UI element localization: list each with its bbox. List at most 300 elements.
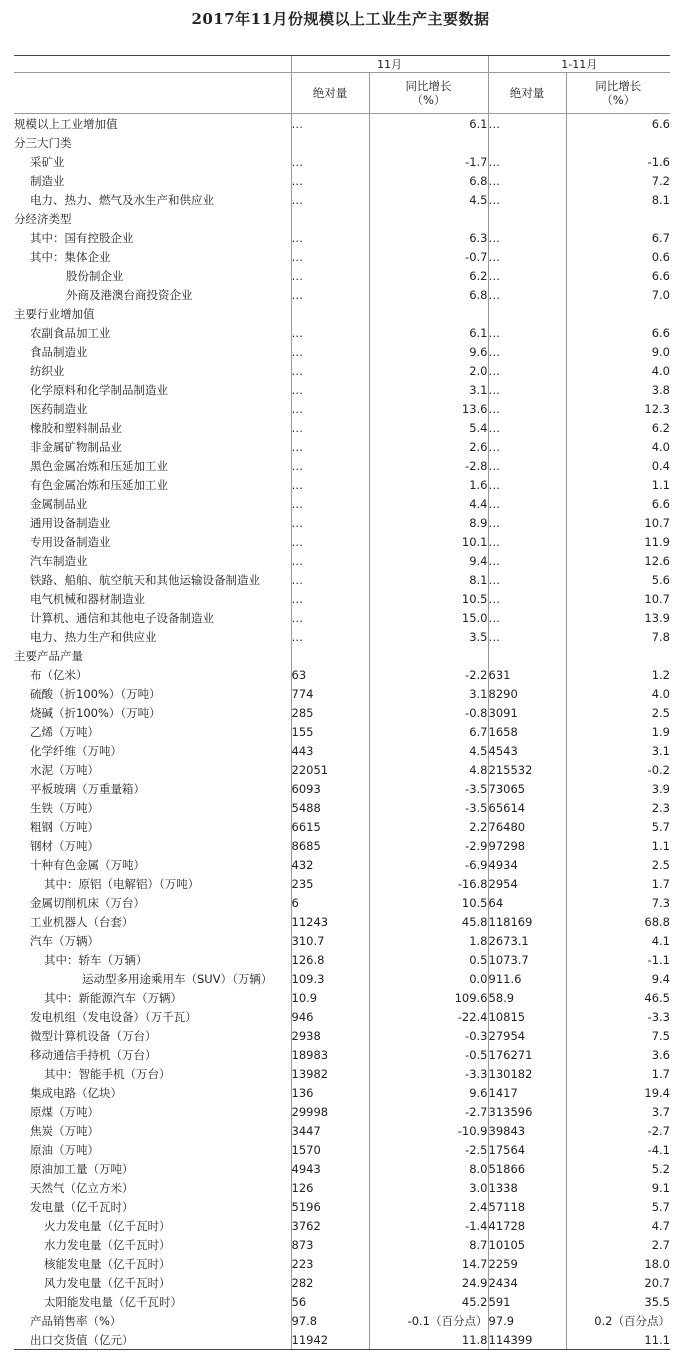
cum-yoy-cell: 0.4	[566, 456, 670, 475]
header-row-period	[14, 56, 670, 73]
cum-abs-cell: 1073.7	[488, 950, 566, 969]
cum-abs-cell: 27954	[488, 1026, 566, 1045]
month-abs-cell: …	[291, 399, 369, 418]
header-blank-2	[14, 73, 291, 114]
cum-abs-cell	[488, 209, 566, 228]
table-row	[14, 266, 670, 285]
cum-yoy-cell: 7.8	[566, 627, 670, 646]
cum-yoy-cell	[566, 304, 670, 323]
month-abs-cell: 6093	[291, 779, 369, 798]
cum-abs-cell: …	[488, 475, 566, 494]
cum-abs-cell: 4543	[488, 741, 566, 760]
month-abs-cell: 10.9	[291, 988, 369, 1007]
table-row	[14, 304, 670, 323]
month-abs-cell: …	[291, 456, 369, 475]
table-row	[14, 152, 670, 171]
cum-yoy-cell: 6.6	[566, 114, 670, 134]
row-label: 焦炭（万吨）	[30, 1123, 99, 1138]
table-row	[14, 741, 670, 760]
month-abs-cell: …	[291, 418, 369, 437]
cum-abs-cell: 97.9	[488, 1311, 566, 1330]
table-row	[14, 1083, 670, 1102]
month-abs-cell: 136	[291, 1083, 369, 1102]
month-abs-cell: …	[291, 361, 369, 380]
month-yoy-cell: 8.7	[369, 1235, 488, 1254]
table-row	[14, 646, 670, 665]
table-row	[14, 437, 670, 456]
table-row	[14, 608, 670, 627]
cum-abs-cell	[488, 646, 566, 665]
table-row	[14, 171, 670, 190]
table-row	[14, 1254, 670, 1273]
cum-abs-cell: 1338	[488, 1178, 566, 1197]
cum-yoy-cell: 6.6	[566, 323, 670, 342]
cum-yoy-cell: 3.1	[566, 741, 670, 760]
month-yoy-cell: -2.7	[369, 1102, 488, 1121]
row-label: 其中：智能手机（万台）	[44, 1066, 171, 1081]
month-abs-cell: 18983	[291, 1045, 369, 1064]
header-cum-yoy	[566, 73, 670, 114]
cum-yoy-cell: 3.9	[566, 779, 670, 798]
cum-abs-cell: 41728	[488, 1216, 566, 1235]
table-row	[14, 1235, 670, 1254]
month-yoy-cell: 6.8	[369, 171, 488, 190]
month-yoy-cell: 6.1	[369, 323, 488, 342]
month-yoy-cell: 9.4	[369, 551, 488, 570]
cum-abs-cell	[488, 133, 566, 152]
cum-abs-cell: 114399	[488, 1330, 566, 1350]
table-row	[14, 969, 670, 988]
table-row	[14, 1216, 670, 1235]
row-label: 计算机、通信和其他电子设备制造业	[30, 610, 214, 625]
cum-abs-cell: 591	[488, 1292, 566, 1311]
cum-yoy-cell: 7.3	[566, 893, 670, 912]
row-label: 化学原料和化学制品制造业	[30, 382, 168, 397]
cum-yoy-cell: 1.9	[566, 722, 670, 741]
data-table	[14, 55, 670, 1350]
month-abs-cell: 873	[291, 1235, 369, 1254]
month-yoy-cell: 14.7	[369, 1254, 488, 1273]
header-month-yoy-label: 同比增长	[405, 79, 452, 93]
row-label: 其中：国有控股企业	[30, 230, 134, 245]
month-abs-cell: 1570	[291, 1140, 369, 1159]
month-yoy-cell: 4.4	[369, 494, 488, 513]
month-abs-cell: …	[291, 494, 369, 513]
cum-yoy-cell: 1.7	[566, 874, 670, 893]
cum-abs-cell: 1658	[488, 722, 566, 741]
cum-yoy-cell	[566, 133, 670, 152]
header-month-yoy	[369, 73, 488, 114]
row-label: 其中：原铝（电解铝）（万吨）	[44, 876, 200, 891]
table-row	[14, 399, 670, 418]
cum-abs-cell: 2673.1	[488, 931, 566, 950]
cum-yoy-cell: 0.6	[566, 247, 670, 266]
month-yoy-cell: 8.9	[369, 513, 488, 532]
cum-abs-cell: …	[488, 380, 566, 399]
cum-yoy-cell: -1.1	[566, 950, 670, 969]
cum-yoy-cell: 5.6	[566, 570, 670, 589]
row-label: 出口交货值（亿元）	[14, 1330, 291, 1350]
header-month-yoy-unit: （%）	[411, 93, 446, 107]
month-yoy-cell: 6.8	[369, 285, 488, 304]
row-label: 橡胶和塑料制品业	[30, 420, 122, 435]
row-label: 钢材（万吨）	[30, 838, 99, 853]
table-row	[14, 703, 670, 722]
month-abs-cell: …	[291, 513, 369, 532]
row-label: 外商及港澳台商投资企业	[66, 287, 193, 302]
cum-abs-cell: …	[488, 399, 566, 418]
month-yoy-cell: -3.5	[369, 798, 488, 817]
cum-yoy-cell: 7.2	[566, 171, 670, 190]
table-row	[14, 1064, 670, 1083]
month-yoy-cell: -0.7	[369, 247, 488, 266]
month-abs-cell: 5196	[291, 1197, 369, 1216]
cum-abs-cell: …	[488, 513, 566, 532]
month-yoy-cell: 109.6	[369, 988, 488, 1007]
cum-abs-cell: …	[488, 266, 566, 285]
table-row	[14, 1197, 670, 1216]
month-abs-cell: 109.3	[291, 969, 369, 988]
cum-yoy-cell: 3.8	[566, 380, 670, 399]
row-label: 有色金属冶炼和压延加工业	[30, 477, 168, 492]
month-abs-cell: …	[291, 247, 369, 266]
row-label: 化学纤维（万吨）	[30, 743, 122, 758]
month-yoy-cell: 13.6	[369, 399, 488, 418]
cum-abs-cell: 57118	[488, 1197, 566, 1216]
row-label: 工业机器人（台套）	[30, 914, 134, 929]
month-yoy-cell: 4.5	[369, 741, 488, 760]
cum-yoy-cell: 5.2	[566, 1159, 670, 1178]
cum-yoy-cell: 20.7	[566, 1273, 670, 1292]
month-yoy-cell: 8.0	[369, 1159, 488, 1178]
table-row	[14, 760, 670, 779]
month-abs-cell: …	[291, 266, 369, 285]
month-abs-cell: …	[291, 627, 369, 646]
cum-yoy-cell: -1.6	[566, 152, 670, 171]
row-label: 金属切削机床（万台）	[30, 895, 145, 910]
cum-abs-cell: 1417	[488, 1083, 566, 1102]
cum-yoy-cell: 35.5	[566, 1292, 670, 1311]
month-abs-cell: 6615	[291, 817, 369, 836]
month-yoy-cell: -0.5	[369, 1045, 488, 1064]
row-label: 其中：集体企业	[30, 249, 111, 264]
month-abs-cell: …	[291, 475, 369, 494]
row-label: 非金属矿物制品业	[30, 439, 122, 454]
month-yoy-cell: -2.9	[369, 836, 488, 855]
row-label: 产品销售率（%）	[30, 1313, 122, 1328]
header-month: 11月	[291, 56, 488, 73]
cum-yoy-cell: 8.1	[566, 190, 670, 209]
table-row	[14, 1121, 670, 1140]
cum-yoy-cell: 13.9	[566, 608, 670, 627]
month-yoy-cell: 10.5	[369, 893, 488, 912]
table-body	[14, 114, 670, 1350]
table-row	[14, 551, 670, 570]
month-yoy-cell: -2.5	[369, 1140, 488, 1159]
month-abs-cell: …	[291, 570, 369, 589]
cum-abs-cell	[488, 304, 566, 323]
row-label: 核能发电量（亿千瓦时）	[44, 1256, 171, 1271]
cum-abs-cell: 2259	[488, 1254, 566, 1273]
table-row	[14, 684, 670, 703]
month-abs-cell	[291, 209, 369, 228]
table-row	[14, 513, 670, 532]
cum-yoy-cell: 4.1	[566, 931, 670, 950]
row-label: 农副食品加工业	[30, 325, 111, 340]
row-label: 采矿业	[30, 154, 65, 169]
cum-yoy-cell: 12.6	[566, 551, 670, 570]
month-abs-cell: 8685	[291, 836, 369, 855]
table-row	[14, 361, 670, 380]
cum-abs-cell: 176271	[488, 1045, 566, 1064]
table-row	[14, 779, 670, 798]
month-abs-cell: …	[291, 171, 369, 190]
row-label: 铁路、船舶、航空航天和其他运输设备制造业	[30, 572, 260, 587]
cum-yoy-cell: 3.6	[566, 1045, 670, 1064]
cum-yoy-cell: 11.9	[566, 532, 670, 551]
cum-yoy-cell: 1.2	[566, 665, 670, 684]
row-label: 通用设备制造业	[30, 515, 111, 530]
cum-yoy-cell: 2.3	[566, 798, 670, 817]
cum-abs-cell: 4934	[488, 855, 566, 874]
month-yoy-cell: 15.0	[369, 608, 488, 627]
month-abs-cell: 310.7	[291, 931, 369, 950]
month-abs-cell: …	[291, 285, 369, 304]
table-row	[14, 589, 670, 608]
month-yoy-cell: -2.8	[369, 456, 488, 475]
table-row	[14, 1311, 670, 1330]
month-yoy-cell: -1.4	[369, 1216, 488, 1235]
cum-abs-cell: 2954	[488, 874, 566, 893]
month-abs-cell: …	[291, 437, 369, 456]
table-row	[14, 855, 670, 874]
cum-yoy-cell: 1.1	[566, 836, 670, 855]
month-yoy-cell: 24.9	[369, 1273, 488, 1292]
table-row	[14, 1140, 670, 1159]
cum-abs-cell: 65614	[488, 798, 566, 817]
cum-yoy-cell: 46.5	[566, 988, 670, 1007]
month-yoy-cell: 10.1	[369, 532, 488, 551]
cum-abs-cell: 10815	[488, 1007, 566, 1026]
row-label: 食品制造业	[30, 344, 88, 359]
header-month-abs: 绝对量	[291, 73, 369, 114]
cum-abs-cell: 39843	[488, 1121, 566, 1140]
row-label: 平板玻璃（万重量箱）	[30, 781, 145, 796]
table-row	[14, 912, 670, 931]
month-abs-cell: 155	[291, 722, 369, 741]
row-label: 集成电路（亿块）	[30, 1085, 122, 1100]
cum-abs-cell: …	[488, 418, 566, 437]
month-yoy-cell: 3.1	[369, 380, 488, 399]
cum-yoy-cell: 9.0	[566, 342, 670, 361]
cum-yoy-cell: -2.7	[566, 1121, 670, 1140]
row-label: 医药制造业	[30, 401, 88, 416]
month-abs-cell: 126	[291, 1178, 369, 1197]
month-abs-cell: …	[291, 608, 369, 627]
cum-yoy-cell: 6.6	[566, 266, 670, 285]
table-row	[14, 1292, 670, 1311]
month-yoy-cell: -0.3	[369, 1026, 488, 1045]
month-yoy-cell: -3.5	[369, 779, 488, 798]
cum-abs-cell: 17564	[488, 1140, 566, 1159]
table-row	[14, 190, 670, 209]
table-row	[14, 114, 670, 134]
month-yoy-cell: 6.3	[369, 228, 488, 247]
month-yoy-cell: 9.6	[369, 1083, 488, 1102]
row-label: 其中：新能源汽车（万辆）	[44, 990, 182, 1005]
table-row	[14, 475, 670, 494]
month-yoy-cell: 4.5	[369, 190, 488, 209]
month-abs-cell: 126.8	[291, 950, 369, 969]
row-label: 粗钢（万吨）	[30, 819, 99, 834]
month-yoy-cell	[369, 646, 488, 665]
cum-abs-cell: …	[488, 589, 566, 608]
row-label: 原煤（万吨）	[30, 1104, 99, 1119]
cum-yoy-cell: 2.7	[566, 1235, 670, 1254]
row-label: 黑色金属冶炼和压延加工业	[30, 458, 168, 473]
table-row	[14, 228, 670, 247]
month-abs-cell: 3762	[291, 1216, 369, 1235]
month-yoy-cell: 5.4	[369, 418, 488, 437]
cum-abs-cell: …	[488, 114, 566, 134]
month-abs-cell: 56	[291, 1292, 369, 1311]
month-yoy-cell: -10.9	[369, 1121, 488, 1140]
row-label: 运动型多用途乘用车（SUV）（万辆）	[82, 971, 273, 986]
month-abs-cell: …	[291, 532, 369, 551]
table-row	[14, 1159, 670, 1178]
table-row	[14, 627, 670, 646]
row-label: 原油（万吨）	[30, 1142, 99, 1157]
row-label: 天然气（亿立方米）	[30, 1180, 134, 1195]
row-label: 电力、热力、燃气及水生产和供应业	[30, 192, 214, 207]
table-row	[14, 722, 670, 741]
cum-abs-cell: 2434	[488, 1273, 566, 1292]
month-yoy-cell: 45.2	[369, 1292, 488, 1311]
cum-yoy-cell: 7.0	[566, 285, 670, 304]
cum-yoy-cell: -3.3	[566, 1007, 670, 1026]
cum-yoy-cell: 10.7	[566, 513, 670, 532]
table-row	[14, 874, 670, 893]
cum-abs-cell: 3091	[488, 703, 566, 722]
row-label: 制造业	[30, 173, 65, 188]
month-abs-cell: 443	[291, 741, 369, 760]
month-abs-cell: 3447	[291, 1121, 369, 1140]
cum-yoy-cell: 1.1	[566, 475, 670, 494]
cum-yoy-cell: 10.7	[566, 589, 670, 608]
month-abs-cell: …	[291, 114, 369, 134]
cum-yoy-cell: 9.1	[566, 1178, 670, 1197]
month-yoy-cell: 3.0	[369, 1178, 488, 1197]
month-yoy-cell: -16.8	[369, 874, 488, 893]
table-row	[14, 950, 670, 969]
cum-abs-cell: …	[488, 608, 566, 627]
header-cum-yoy-unit: （%）	[601, 93, 636, 107]
month-abs-cell	[291, 646, 369, 665]
cum-abs-cell: …	[488, 285, 566, 304]
cum-yoy-cell: 11.1	[566, 1330, 670, 1350]
cum-abs-cell: …	[488, 570, 566, 589]
cum-abs-cell: …	[488, 361, 566, 380]
month-abs-cell: …	[291, 342, 369, 361]
month-yoy-cell: 2.6	[369, 437, 488, 456]
cum-abs-cell: 631	[488, 665, 566, 684]
row-label: 发电量（亿千瓦时）	[30, 1199, 134, 1214]
cum-yoy-cell: 5.7	[566, 1197, 670, 1216]
cum-yoy-cell	[566, 209, 670, 228]
cum-abs-cell: 97298	[488, 836, 566, 855]
month-yoy-cell: 1.6	[369, 475, 488, 494]
row-label: 发电机组（发电设备）（万千瓦）	[30, 1009, 197, 1024]
cum-abs-cell: 911.6	[488, 969, 566, 988]
cum-abs-cell: …	[488, 494, 566, 513]
month-yoy-cell: -0.8	[369, 703, 488, 722]
month-abs-cell: 11942	[291, 1330, 369, 1350]
cum-abs-cell: …	[488, 171, 566, 190]
month-yoy-cell: -1.7	[369, 152, 488, 171]
row-label: 规模以上工业增加值	[14, 116, 118, 131]
row-label: 十种有色金属（万吨）	[30, 857, 145, 872]
month-yoy-cell: -0.1（百分点）	[369, 1311, 488, 1330]
month-yoy-cell: -3.3	[369, 1064, 488, 1083]
table-row	[14, 247, 670, 266]
row-label: 移动通信手持机（万台）	[30, 1047, 157, 1062]
cum-yoy-cell: 3.7	[566, 1102, 670, 1121]
cum-yoy-cell	[566, 646, 670, 665]
row-label: 烧碱（折100%）（万吨）	[30, 705, 161, 720]
cum-abs-cell: 58.9	[488, 988, 566, 1007]
table-row	[14, 893, 670, 912]
cum-yoy-cell: 9.4	[566, 969, 670, 988]
row-label: 纺织业	[30, 363, 65, 378]
month-abs-cell: 97.8	[291, 1311, 369, 1330]
header-cum-yoy-label: 同比增长	[595, 79, 642, 93]
month-abs-cell: 63	[291, 665, 369, 684]
row-label: 风力发电量（亿千瓦时）	[44, 1275, 171, 1290]
month-abs-cell: 22051	[291, 760, 369, 779]
table-row	[14, 1178, 670, 1197]
month-yoy-cell: 2.0	[369, 361, 488, 380]
cum-abs-cell: …	[488, 190, 566, 209]
cum-yoy-cell: 4.7	[566, 1216, 670, 1235]
cum-abs-cell: …	[488, 532, 566, 551]
cum-yoy-cell: 68.8	[566, 912, 670, 931]
cum-abs-cell: 8290	[488, 684, 566, 703]
page-title: 2017年11月份规模以上工业生产主要数据	[191, 10, 490, 28]
row-label: 布（亿米）	[30, 667, 88, 682]
table-row	[14, 836, 670, 855]
month-yoy-cell: 2.2	[369, 817, 488, 836]
cum-yoy-cell: 4.0	[566, 437, 670, 456]
cum-yoy-cell: 18.0	[566, 1254, 670, 1273]
row-label: 分三大门类	[14, 135, 72, 150]
month-abs-cell: …	[291, 228, 369, 247]
cum-yoy-cell: 12.3	[566, 399, 670, 418]
cum-yoy-cell: 2.5	[566, 703, 670, 722]
month-abs-cell: 2938	[291, 1026, 369, 1045]
cum-abs-cell: …	[488, 437, 566, 456]
month-yoy-cell: -2.2	[369, 665, 488, 684]
month-yoy-cell: 6.7	[369, 722, 488, 741]
cum-yoy-cell: 6.2	[566, 418, 670, 437]
cum-abs-cell: …	[488, 456, 566, 475]
cum-abs-cell: 76480	[488, 817, 566, 836]
row-label: 主要行业增加值	[14, 306, 95, 321]
month-abs-cell: …	[291, 152, 369, 171]
row-label: 水泥（万吨）	[30, 762, 99, 777]
month-abs-cell: 13982	[291, 1064, 369, 1083]
month-abs-cell	[291, 133, 369, 152]
month-abs-cell: 11243	[291, 912, 369, 931]
